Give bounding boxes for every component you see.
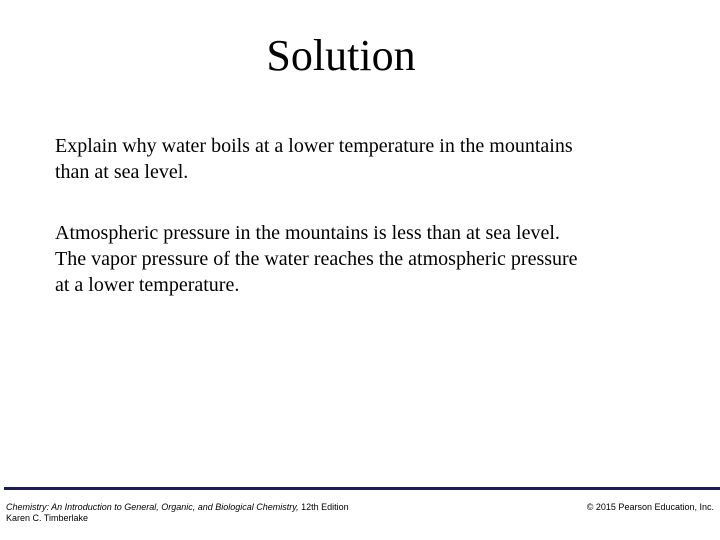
footer-divider <box>4 487 720 490</box>
footer-author: Karen C. Timberlake <box>6 513 89 523</box>
answer-line: at a lower temperature. <box>55 274 240 296</box>
footer-copyright: © 2015 Pearson Education, Inc. <box>586 502 714 512</box>
answer-text <box>55 220 705 298</box>
answer-line: The vapor pressure of the water reaches the atmospheric pressure <box>55 248 578 270</box>
question-line: Explain why water boils at a lower temperature in the mountains <box>55 135 573 157</box>
answer-line: Atmospheric pressure in the mountains is less than at sea level. <box>55 222 560 244</box>
footer-book-title: Chemistry: An Introduction to General, Organic, and Biological Chemistry, <box>6 502 299 512</box>
footer-citation <box>6 502 349 524</box>
footer-book-line <box>6 502 349 513</box>
question-text <box>55 133 705 185</box>
question-line: than at sea level. <box>55 161 189 183</box>
footer-edition: 12th Edition <box>298 502 349 512</box>
slide-title: Solution <box>266 31 416 80</box>
